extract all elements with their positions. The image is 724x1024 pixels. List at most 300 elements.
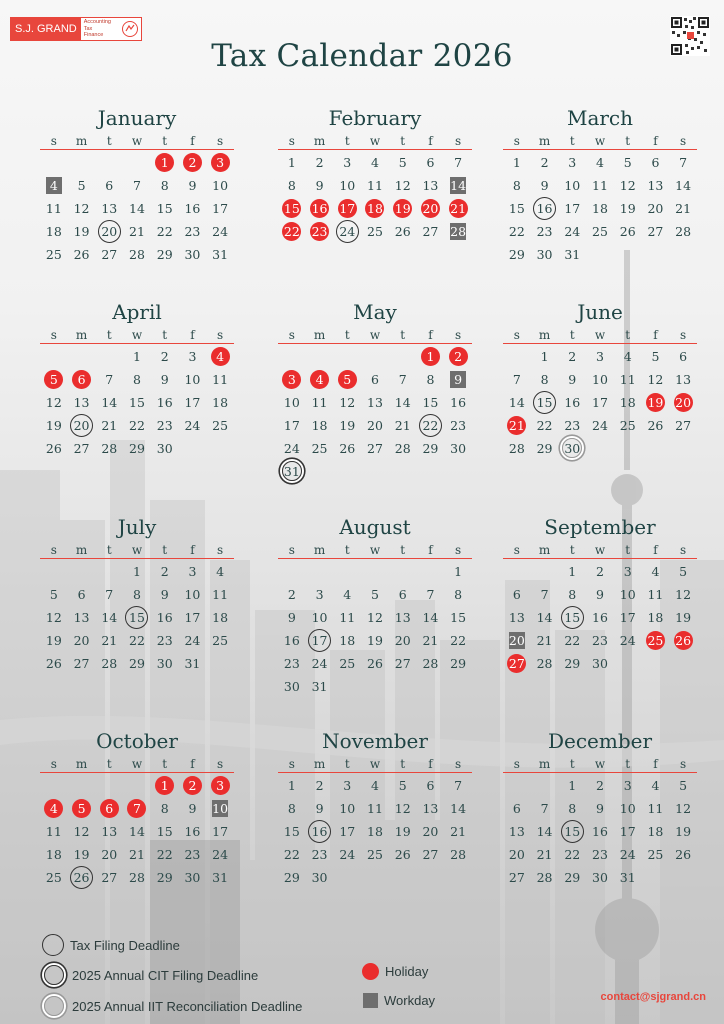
week-row	[40, 560, 234, 582]
day-number: 9	[188, 177, 197, 193]
week-row	[503, 866, 697, 888]
day-number: 20	[394, 633, 411, 648]
week-row	[40, 866, 234, 888]
empty-day-cell	[95, 345, 123, 367]
weekday-label: f	[653, 757, 658, 771]
weekday-label: w	[131, 134, 143, 148]
day-cell-regular	[614, 368, 642, 390]
day-cell-regular	[206, 820, 234, 842]
day-number: 10	[592, 371, 608, 387]
day-cell-regular	[40, 843, 68, 865]
day-number: 10	[619, 800, 636, 816]
day-number: 24	[564, 223, 581, 239]
day-number: 16	[308, 820, 331, 843]
day-cell-regular	[40, 414, 68, 437]
day-cell-regular	[669, 414, 697, 436]
day-cell-regular	[123, 220, 151, 243]
day-cell-regular	[417, 174, 445, 196]
day-cell-regular	[417, 820, 445, 843]
day-cell-regular	[206, 197, 234, 219]
day-number: 20	[367, 418, 383, 433]
empty-day-cell	[417, 866, 445, 888]
week-row	[503, 220, 697, 242]
day-cell-regular	[389, 797, 417, 819]
day-cell-tax	[68, 866, 96, 889]
weekday-label: s	[680, 757, 687, 771]
weekday-label: t	[106, 543, 112, 557]
day-cell-workday	[206, 797, 234, 819]
day-cell-regular	[531, 583, 559, 605]
weekday-label: s	[455, 543, 462, 557]
day-number: 8	[540, 371, 549, 387]
day-cell-regular	[361, 820, 389, 843]
day-cell-regular	[586, 391, 614, 414]
month-september	[503, 513, 697, 674]
day-cell-holiday	[642, 629, 670, 651]
day-cell-regular	[306, 843, 334, 865]
day-cell-regular	[531, 606, 559, 629]
day-cell-regular	[389, 583, 417, 605]
day-cell-regular	[361, 797, 389, 819]
day-number: 26	[73, 246, 90, 262]
day-cell-regular	[389, 368, 417, 390]
day-cell-regular	[151, 797, 179, 819]
legend-tax-label: Tax Filing Deadline	[70, 937, 180, 953]
day-cell-regular	[306, 151, 334, 173]
day-cell-regular	[503, 151, 531, 173]
day-cell-regular	[68, 652, 96, 674]
week-row	[503, 345, 697, 367]
day-cell-regular	[40, 583, 68, 605]
day-cell-regular	[586, 629, 614, 651]
day-number: 13	[647, 177, 664, 193]
contact-email-link[interactable]: contact@sjgrand.cn	[600, 991, 706, 1003]
day-cell-holiday	[503, 652, 531, 674]
day-cell-regular	[417, 391, 445, 413]
weekday-label: t	[625, 134, 631, 148]
day-number: 4	[343, 586, 352, 602]
day-cell-regular	[558, 174, 586, 196]
day-number: 11	[212, 371, 229, 387]
day-cell-regular	[123, 414, 151, 437]
day-number: 9	[315, 177, 324, 193]
day-cell-regular	[614, 560, 642, 582]
day-cell-regular	[669, 345, 697, 367]
weekday-label: s	[217, 757, 224, 771]
day-number: 27	[394, 655, 411, 671]
empty-day-cell	[614, 437, 642, 459]
day-cell-regular	[586, 151, 614, 173]
week-row	[503, 820, 697, 842]
weekday-label: s	[513, 134, 520, 148]
day-cell-regular	[179, 197, 207, 219]
day-cell-regular	[123, 843, 151, 865]
day-number: 6	[426, 777, 435, 793]
week-row	[278, 345, 472, 367]
workday-square-icon	[363, 993, 378, 1008]
day-number: 30	[184, 870, 201, 885]
day-number: 30	[311, 869, 328, 885]
week-row	[503, 652, 697, 674]
day-number: 25	[367, 224, 383, 239]
day-cell-regular	[586, 560, 614, 582]
day-cell-regular	[503, 606, 531, 629]
empty-day-cell	[68, 345, 96, 367]
day-cell-regular	[417, 151, 445, 173]
day-number: 8	[287, 177, 296, 193]
weekday-label: w	[369, 328, 381, 342]
day-number: 12	[73, 200, 90, 216]
week-row	[503, 197, 697, 219]
day-number: 5	[679, 777, 688, 793]
empty-day-cell	[40, 151, 68, 173]
day-number: 7	[133, 177, 141, 193]
empty-day-cell	[68, 774, 96, 796]
weekday-label: s	[288, 543, 295, 557]
day-cell-regular	[278, 151, 306, 173]
week-row	[503, 774, 697, 796]
day-cell-holiday	[361, 197, 389, 219]
empty-day-cell	[40, 560, 68, 582]
day-number: 3	[343, 777, 352, 793]
weekday-label: w	[594, 543, 606, 557]
day-cell-regular	[444, 583, 472, 605]
day-number: 25	[619, 417, 636, 433]
empty-day-cell	[389, 866, 417, 888]
day-number: 8	[133, 371, 141, 387]
day-number: 13	[422, 177, 439, 193]
day-cell-holiday	[151, 151, 179, 173]
empty-day-cell	[95, 151, 123, 173]
weekday-label: t	[162, 328, 168, 342]
day-cell-regular	[179, 243, 207, 265]
day-number: 27	[422, 224, 439, 239]
day-cell-tax	[558, 820, 586, 843]
week-row	[40, 774, 234, 796]
day-number: 23	[592, 846, 608, 862]
day-cell-regular	[531, 368, 559, 390]
day-cell-regular	[558, 843, 586, 865]
day-cell-regular	[206, 220, 234, 243]
day-cell-workday	[444, 368, 472, 390]
legend-iit-label: 2025 Annual IIT Reconciliation Deadline	[72, 998, 303, 1014]
day-cell-regular	[333, 606, 361, 628]
day-cell-regular	[306, 797, 334, 819]
day-number: 22	[564, 632, 581, 648]
day-number: 29	[536, 440, 553, 456]
weekday-label: s	[288, 328, 295, 342]
day-cell-regular	[642, 197, 670, 220]
day-number: 4	[371, 154, 379, 170]
weekday-label: m	[75, 757, 88, 771]
day-number: 4	[651, 777, 660, 793]
day-cell-regular	[558, 797, 586, 819]
day-number: 14	[422, 609, 439, 625]
day-number: 22	[156, 846, 173, 862]
day-cell-regular	[417, 583, 445, 605]
day-number: 16	[184, 823, 201, 839]
day-cell-holiday	[95, 797, 123, 819]
day-number: 10	[619, 586, 636, 602]
day-cell-regular	[586, 820, 614, 843]
week-row	[40, 151, 234, 173]
day-number: 10	[212, 177, 229, 193]
weekday-label: w	[594, 328, 606, 342]
day-cell-regular	[669, 220, 697, 242]
day-number: 23	[156, 418, 173, 433]
day-cell-regular	[503, 220, 531, 242]
day-cell-regular	[361, 368, 389, 390]
empty-day-cell	[389, 345, 417, 367]
day-number: 19	[675, 824, 692, 839]
day-cell-holiday	[417, 197, 445, 219]
day-number: 11	[339, 609, 356, 625]
day-number: 20	[422, 200, 439, 216]
page-title: Tax Calendar 2026	[211, 38, 513, 74]
day-cell-regular	[586, 606, 614, 629]
day-number: 4	[44, 799, 63, 818]
weekday-label: m	[75, 328, 88, 342]
weekday-label: f	[653, 134, 658, 148]
day-cell-regular	[586, 197, 614, 220]
day-number: 20	[422, 824, 439, 839]
day-number: 21	[129, 224, 145, 239]
day-cell-regular	[40, 220, 68, 243]
day-cell-regular	[306, 606, 334, 628]
weekday-label: w	[131, 543, 143, 557]
day-cell-regular	[278, 174, 306, 196]
week-row	[40, 437, 234, 459]
day-number: 9	[596, 586, 604, 602]
day-number: 31	[282, 461, 302, 481]
day-cell-regular	[586, 368, 614, 390]
day-number: 18	[647, 824, 664, 839]
day-cell-regular	[614, 174, 642, 196]
day-cell-regular	[206, 391, 234, 413]
day-number: 20	[508, 846, 525, 862]
day-cell-regular	[444, 820, 472, 843]
day-cell-regular	[389, 151, 417, 173]
empty-day-cell	[361, 675, 389, 697]
day-cell-regular	[361, 414, 389, 437]
day-cell-regular	[642, 220, 670, 242]
day-number: 13	[101, 823, 118, 839]
day-cell-regular	[389, 774, 417, 796]
empty-day-cell	[614, 243, 642, 265]
day-cell-workday	[444, 220, 472, 243]
empty-day-cell	[389, 460, 417, 482]
day-cell-regular	[179, 629, 207, 651]
day-number: 29	[129, 440, 145, 456]
weekday-label: f	[428, 134, 433, 148]
day-number: 17	[592, 395, 608, 410]
empty-day-cell	[444, 460, 472, 482]
day-cell-regular	[151, 652, 179, 674]
day-number: 30	[592, 869, 608, 885]
day-number: 19	[394, 200, 411, 216]
day-number: 31	[619, 869, 636, 885]
day-number: 28	[101, 655, 118, 671]
day-number: 18	[212, 610, 229, 625]
day-number: 7	[105, 371, 114, 387]
day-number: 10	[212, 800, 229, 816]
weekday-label: t	[569, 757, 575, 771]
day-number: 31	[212, 246, 229, 262]
day-number: 30	[156, 655, 173, 671]
day-cell-tax	[306, 629, 334, 652]
day-number: 7	[398, 371, 407, 387]
legend-iit-reconciliation	[42, 996, 302, 1016]
day-cell-regular	[642, 820, 670, 843]
day-number: 2	[449, 347, 468, 366]
day-number: 25	[339, 655, 356, 671]
day-cell-regular	[361, 391, 389, 413]
week-row	[503, 797, 697, 819]
day-number: 25	[212, 632, 229, 648]
day-number: 21	[394, 418, 411, 433]
day-number: 16	[450, 394, 467, 410]
day-number: 19	[339, 418, 356, 433]
day-cell-regular	[40, 866, 68, 889]
empty-day-cell	[40, 774, 68, 796]
week-row	[40, 368, 234, 390]
weekday-label: t	[162, 543, 168, 557]
week-row	[40, 345, 234, 367]
day-cell-regular	[333, 820, 361, 843]
day-cell-regular	[306, 583, 334, 605]
week-row	[278, 606, 472, 628]
day-cell-regular	[306, 652, 334, 674]
day-number: 28	[394, 440, 411, 456]
day-cell-regular	[95, 437, 123, 459]
weekday-header-row	[503, 541, 697, 559]
day-number: 6	[679, 348, 688, 364]
weekday-header-row	[503, 326, 697, 344]
day-cell-regular	[179, 866, 207, 889]
legend-holiday-label: Holiday	[385, 964, 429, 979]
week-row	[503, 629, 697, 651]
weekday-label: m	[313, 328, 326, 342]
day-number: 22	[564, 846, 581, 862]
weekday-label: m	[313, 543, 326, 557]
day-cell-regular	[361, 437, 389, 459]
day-number: 18	[339, 633, 356, 648]
weekday-label: m	[538, 134, 551, 148]
day-cell-regular	[278, 606, 306, 628]
day-cell-regular	[95, 368, 123, 390]
day-number: 8	[454, 586, 463, 602]
day-cell-regular	[642, 797, 670, 819]
day-number: 22	[283, 846, 300, 862]
day-number: 2	[315, 154, 324, 170]
empty-day-cell	[444, 866, 472, 888]
day-number: 27	[101, 870, 118, 885]
day-number: 5	[371, 586, 379, 602]
day-cell-regular	[40, 197, 68, 219]
day-number: 2	[160, 348, 169, 364]
weekday-label: t	[400, 543, 406, 557]
day-cell-regular	[417, 843, 445, 865]
day-number: 17	[564, 201, 581, 216]
day-number: 18	[212, 394, 229, 410]
day-number: 9	[160, 371, 169, 387]
day-number: 14	[536, 824, 553, 839]
weekday-header-row	[278, 132, 472, 150]
day-cell-regular	[558, 220, 586, 242]
day-number: 23	[564, 417, 581, 433]
day-cell-regular	[68, 606, 96, 629]
day-cell-regular	[123, 197, 151, 219]
empty-day-cell	[306, 345, 334, 367]
day-cell-regular	[614, 774, 642, 796]
day-number: 25	[367, 846, 383, 862]
day-cell-regular	[669, 151, 697, 173]
day-cell-regular	[669, 197, 697, 220]
week-row	[503, 174, 697, 196]
day-cell-regular	[642, 151, 670, 173]
day-cell-regular	[151, 437, 179, 459]
day-number: 26	[339, 440, 356, 456]
day-cell-regular	[95, 243, 123, 265]
day-number: 6	[398, 586, 407, 602]
week-row	[278, 220, 472, 242]
day-cell-regular	[642, 345, 670, 367]
weekday-label: s	[50, 134, 57, 148]
day-number: 27	[422, 846, 439, 862]
day-cell-regular	[206, 843, 234, 865]
day-cell-regular	[531, 243, 559, 265]
weekday-label: s	[288, 757, 295, 771]
day-cell-regular	[417, 629, 445, 652]
day-cell-holiday	[444, 345, 472, 367]
weekday-label: m	[75, 134, 88, 148]
week-row	[278, 797, 472, 819]
day-number: 4	[623, 348, 632, 364]
day-cell-regular	[151, 843, 179, 865]
day-number: 23	[311, 846, 328, 862]
empty-day-cell	[417, 560, 445, 582]
day-cell-regular	[179, 220, 207, 243]
day-number: 13	[101, 200, 118, 216]
day-number: 12	[394, 800, 411, 816]
day-number: 2	[160, 563, 169, 579]
day-number: 4	[46, 177, 62, 194]
week-row	[278, 583, 472, 605]
day-number: 26	[45, 655, 62, 671]
day-cell-regular	[389, 220, 417, 243]
day-cell-regular	[151, 197, 179, 219]
day-number: 12	[45, 610, 62, 625]
week-row	[503, 843, 697, 865]
day-cell-regular	[614, 151, 642, 173]
day-number: 18	[592, 201, 608, 216]
day-cell-regular	[179, 652, 207, 674]
day-number: 25	[592, 223, 608, 239]
day-cell-regular	[586, 797, 614, 819]
day-number: 11	[311, 394, 328, 410]
day-cell-regular	[40, 820, 68, 842]
weekday-label: f	[653, 328, 658, 342]
weekday-label: w	[594, 134, 606, 148]
day-cell-tax	[531, 391, 559, 414]
day-number: 3	[568, 154, 577, 170]
month-name: February	[328, 106, 422, 130]
day-cell-regular	[151, 391, 179, 413]
day-cell-regular	[333, 629, 361, 652]
day-cell-regular	[95, 197, 123, 219]
day-cell-regular	[179, 391, 207, 413]
day-number: 2	[596, 777, 604, 793]
